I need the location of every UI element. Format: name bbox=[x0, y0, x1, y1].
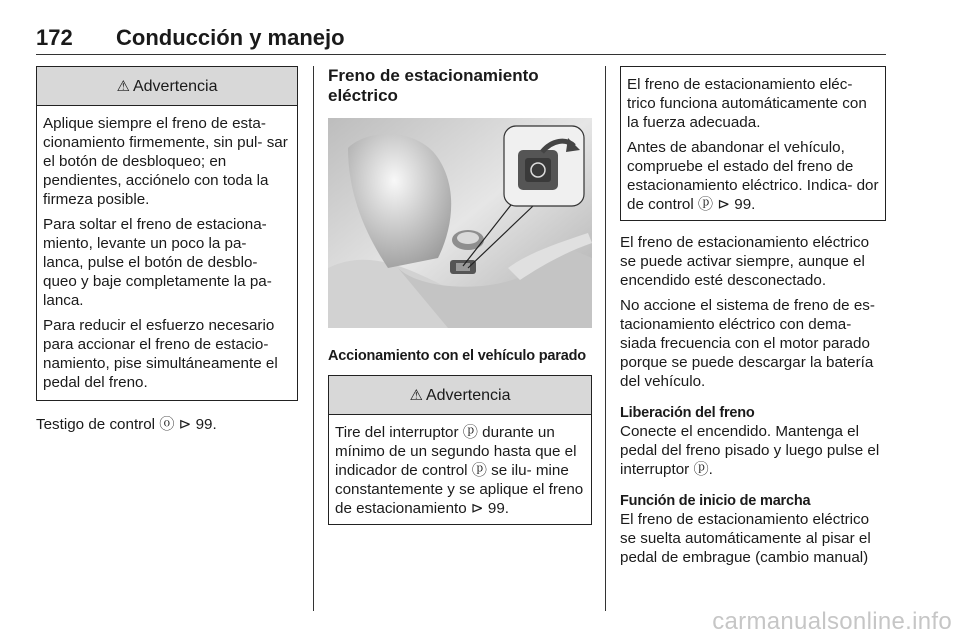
warning-header bbox=[329, 376, 591, 415]
column-divider bbox=[313, 66, 314, 611]
column-left bbox=[36, 66, 298, 434]
column-divider bbox=[605, 66, 606, 611]
warning-header bbox=[37, 67, 297, 106]
subsection-heading: Liberación del freno bbox=[620, 405, 755, 421]
warning-paragraph: Aplique siempre el freno de esta- cionamiento firmemente, sin pul- sar el botón de desbloqueo; en pendientes, acciónelo con toda la firmeza posible. bbox=[43, 115, 288, 208]
chapter-title: Conducción y manejo bbox=[116, 25, 345, 50]
column-middle bbox=[328, 66, 592, 525]
page-header bbox=[36, 24, 886, 55]
parking-brake-photo bbox=[328, 118, 592, 328]
body-paragraph: El freno de estacionamiento eléctrico se puede activar siempre, aunque el encendido esté desconectado. bbox=[620, 234, 870, 289]
section-heading: Freno de estacionamiento eléctrico bbox=[328, 66, 539, 105]
warning-body bbox=[329, 415, 591, 524]
warning-box-middle bbox=[328, 375, 592, 525]
subsection-heading: Función de inicio de marcha bbox=[620, 493, 811, 509]
warning-paragraph: Para reducir el esfuerzo necesario para accionar el freno de estacio- namiento, pise simultáneamente el pedal del freno. bbox=[43, 317, 278, 391]
warning-paragraph: Tire del interruptor ⓟ durante un mínimo de un segundo hasta que el indicador de control ⓟ se ilu- mine constantemente y se aplique el freno de estacionamiento ⊳ 99. bbox=[335, 424, 584, 517]
body-paragraph: Conecte el encendido. Mantenga el pedal del freno pisado y luego pulse el interruptor ⓟ. bbox=[620, 423, 880, 478]
body-paragraph: El freno de estacionamiento eléctrico se suelta automáticamente al pisar el pedal de embrague (cambio manual) bbox=[620, 511, 871, 566]
warning-title: Advertencia bbox=[132, 77, 218, 95]
body-paragraph: No accione el sistema de freno de es- tacionamiento eléctrico con dema- siada frecuencia con el motor parado porque se puede descargar la batería del vehículo. bbox=[620, 297, 875, 390]
warning-paragraph: Para soltar el freno de estaciona- miento, levante un poco la pa- lanca, pulse el botón de desblo- queo y baje completamente la pa- lanca. bbox=[43, 216, 272, 309]
warning-triangle-icon: ⚠ bbox=[409, 386, 423, 404]
page-number: 172 bbox=[36, 25, 73, 50]
warning-title: Advertencia bbox=[425, 386, 511, 404]
note-paragraph: Antes de abandonar el vehículo, compruebe el estado del freno de estacionamiento eléctrico. Indica- dor de control ⓟ ⊳ 99. bbox=[627, 139, 879, 213]
column-right bbox=[620, 66, 886, 567]
note-paragraph: El freno de estacionamiento eléc- trico funciona automáticamente con la fuerza adecuada. bbox=[627, 76, 867, 131]
subsection-heading: Accionamiento con el vehículo parado bbox=[328, 348, 586, 364]
note-box bbox=[620, 66, 886, 221]
indicator-reference: Testigo de control ⓞ ⊳ 99. bbox=[36, 416, 217, 433]
watermark: carmanualsonline.info bbox=[712, 608, 952, 635]
warning-triangle-icon: ⚠ bbox=[116, 77, 130, 95]
note-body bbox=[621, 67, 885, 220]
warning-box bbox=[36, 66, 298, 401]
warning-body bbox=[37, 106, 297, 400]
